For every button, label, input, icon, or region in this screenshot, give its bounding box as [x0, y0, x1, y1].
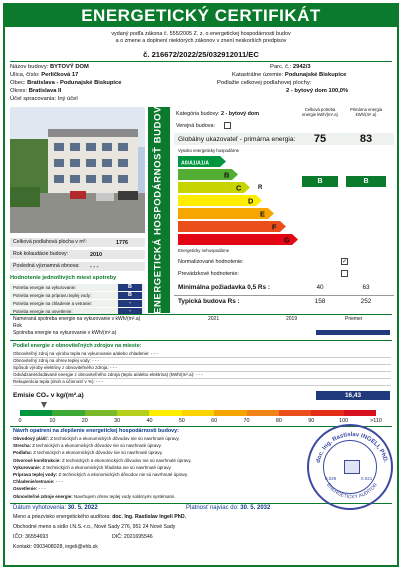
recommendation-row — [13, 494, 303, 499]
stamp-number-2: 0.021 — [361, 476, 373, 481]
ratings-list — [10, 284, 145, 314]
rating-label: Potreba energie na osvetlenie: — [13, 309, 73, 314]
recommendation-value: - - - — [55, 479, 63, 485]
public-building-checkbox — [224, 122, 231, 129]
measured-average: Priemer — [345, 316, 363, 322]
date-value: 30. 5. 2022 — [67, 505, 98, 511]
recommendation-row — [13, 436, 303, 441]
recommendation-value: Z technických a ekonomických dôvodov nie sú navrhnuté úpravy. — [50, 436, 180, 441]
recommendation-key: Obnoviteľné zdroje energie: — [13, 493, 73, 499]
measured-consumption-label: Spotreba energie na vykurovanie v kWh/(m².a) — [13, 330, 117, 336]
recommendation-row — [13, 486, 303, 491]
emissions-tick: 40 — [146, 418, 153, 424]
typical-building-label: Typická budova Rs : — [178, 298, 240, 305]
recommendation-key: Príprava teplej vody: — [13, 472, 58, 477]
certificate-title: ENERGETICKÝ CERTIFIKÁT — [5, 5, 397, 27]
typical-total: 158 — [314, 298, 326, 305]
recommendation-value: Z technických a ekonomických hľadiska nie sú navrhnuté úpravy. — [42, 464, 172, 470]
recommendation-key: Strecha: — [13, 443, 32, 449]
purpose: Iný účel — [57, 96, 78, 102]
class-total: B — [302, 176, 338, 187]
label: Obec: — [10, 80, 26, 86]
street: Perličková 17 — [41, 72, 79, 78]
validity-value: 30. 5. 2032 — [240, 505, 271, 511]
global-total: 75 — [313, 133, 327, 145]
emissions-scale-segment — [344, 410, 377, 416]
label: Katastrálne územie: — [232, 72, 284, 78]
recommendation-value: - - - — [38, 486, 46, 492]
stamp-emblem — [344, 460, 360, 474]
col-header-primary: Primárna energia kWh/(m².a) — [349, 107, 383, 117]
floor-share: 2 - bytový dom 100,0% — [286, 88, 349, 94]
emissions-tick: 70 — [243, 418, 250, 424]
recommendation-key: Osvetlenie: — [13, 486, 38, 492]
svg-text:G: G — [284, 235, 290, 245]
label: Ulica, číslo: — [10, 72, 40, 78]
rating-class: B — [118, 292, 142, 299]
recommendation-key: Chladenie/vetranie: — [13, 479, 55, 485]
emissions-scale-segment — [247, 410, 280, 416]
measured-year-2: 2019 — [286, 316, 298, 322]
floor-area-value: 1776 — [116, 240, 128, 246]
vertical-label: ENERGETICKÁ HOSPODÁRNOSŤ BUDOV — [152, 105, 164, 315]
renewable-list — [13, 351, 391, 387]
recommendations-list — [13, 436, 303, 502]
measured-year-1: 2021 — [208, 316, 220, 322]
recommendation-row — [13, 472, 303, 477]
emissions-value: 16,43 — [345, 392, 361, 399]
renovation-label: Posledná významná obnova: — [13, 263, 80, 269]
recommendation-key: Obvodový plášť: — [13, 436, 49, 441]
divider — [10, 340, 392, 341]
svg-text:F: F — [272, 222, 277, 232]
energy-class-arrow — [178, 234, 298, 245]
energy-class-arrow — [178, 208, 274, 219]
rating-row — [10, 300, 145, 307]
rating-row — [10, 284, 145, 291]
emissions-tick: 10 — [49, 418, 56, 424]
energy-class-arrow — [178, 156, 226, 167]
emissions-scale-segment — [85, 410, 118, 416]
building-photo — [10, 107, 145, 233]
floor-area-label: Celková podlahová plocha v m²: — [13, 239, 87, 245]
scale-bottom-label: Energeticky nehospodárne — [178, 248, 230, 253]
emissions-scale-segment — [279, 410, 312, 416]
renewable-title: Podiel energie z obnoviteľných zdrojov na mieste: — [13, 343, 142, 349]
emissions-scale-segment — [52, 410, 85, 416]
min-requirement-label: Minimálna požiadavka 0,5 Rs : — [178, 284, 270, 291]
recommendation-row — [13, 443, 303, 448]
year-label: Rok kolaudácie budovy: — [13, 251, 69, 257]
ratings-title: Hodnotenie jednotlivých miest spotreby — [10, 275, 117, 281]
label: Účel spracovania: — [10, 96, 57, 102]
global-indicator-label: Globálny ukazovateľ - primárna energia: — [178, 136, 296, 143]
emissions-pointer — [41, 402, 47, 408]
emissions-tick: 20 — [81, 418, 88, 424]
building-name: BYTOVÝ DOM — [49, 64, 89, 70]
dic: DIČ: 2021695546 — [112, 534, 153, 540]
law-line-2: a o zmene a doplnení niektorých zákonov v znení neskorších predpisov — [115, 38, 287, 44]
divider — [10, 314, 392, 315]
emissions-tick: 50 — [178, 418, 185, 424]
svg-text:E: E — [260, 209, 265, 219]
recommendation-value: Z technických a ekonomických dôvodov nie sú navrhnuté úpravy. — [58, 472, 189, 477]
rating-class: - — [118, 308, 142, 315]
recommendation-value: Z technických a ekonomických dôvodov nie sú navrhnuté úpravy. — [62, 457, 192, 463]
col-header-total: Celková potreba energie kWh/(m².a) — [302, 107, 338, 117]
validity-label: Platnosť najviac do: — [186, 505, 239, 511]
building-info — [10, 64, 392, 104]
energy-class-arrow — [178, 221, 286, 232]
rating-class: B — [118, 284, 142, 291]
emissions-scale-segment — [117, 410, 150, 416]
recommendation-key: Otvorové konštrukcie: — [13, 457, 61, 463]
rating-label: Potreba energie na chladenie a vetranie: — [13, 301, 93, 306]
min-primary: 63 — [362, 284, 370, 291]
emissions-tick: 100 — [339, 418, 349, 424]
divider — [174, 295, 394, 296]
rating-row — [10, 292, 145, 299]
recommendation-row — [13, 450, 303, 455]
label: Parc. č.: — [270, 64, 292, 70]
recommendation-row — [13, 465, 303, 470]
city: Bratislava - Podunajské Biskupice — [27, 80, 122, 86]
cadastral-area: Podunajské Biskupice — [284, 72, 347, 78]
operational-label: Prevádzkové hodnotenie: — [178, 271, 239, 277]
emissions-scale-segment — [149, 410, 182, 416]
rating-label: Potreba energie na prípravu teplej vody: — [13, 293, 92, 298]
auditor-name: doc. Ing. Rastislav Ingeli PhD. — [112, 514, 187, 520]
renewable-row: Spôsob výroby elektriny z obnoviteľného zdroja: - - - — [13, 365, 391, 372]
emissions-tick: 60 — [211, 418, 218, 424]
emissions-scale-segment — [311, 410, 344, 416]
emissions-tick: 0 — [18, 418, 22, 424]
emissions-scale-segment — [182, 410, 215, 416]
recommendation-row — [13, 458, 303, 463]
global-primary: 83 — [359, 133, 373, 145]
ico: IČO: 36554693 — [13, 534, 49, 540]
parcel-number: 2942/3 — [292, 64, 311, 70]
measured-year-label: Rok — [13, 323, 22, 329]
svg-text:doc. Ing. Rastislav INGELI, Ph: doc. Ing. Rastislav INGELI, PhD. — [315, 431, 389, 464]
recommendation-value: Z technických a ekonomických dôvodov nie sú navrhnuté úpravy. — [33, 450, 163, 456]
contact: Kontakt: 0903408028, ingeli@ehb.sk — [13, 544, 98, 550]
category-label: Kategória budovy: — [176, 111, 220, 117]
label: Okres: — [10, 88, 28, 94]
public-building-label: Verejná budova: — [176, 123, 215, 129]
auditor-stamp — [307, 424, 393, 510]
divider — [10, 61, 392, 62]
renovation-value: - - - — [90, 264, 99, 270]
class-primary: B — [346, 176, 386, 187]
recommendation-key: Podlaha: — [13, 450, 33, 456]
renewable-row: Odvádzané/dodávané energie z obnoviteľného zdroja (teplo a/alebo elektrina) (kWh/(m².a): - - - — [13, 372, 391, 379]
recommendation-row — [13, 479, 303, 484]
reference-marker: R — [258, 185, 263, 191]
emissions-tick: >110 — [370, 418, 382, 424]
scale-top-label: Vysoko energeticky hospodárne — [178, 148, 239, 153]
emissions-tick: 80 — [275, 418, 282, 424]
emissions-tick: 30 — [114, 418, 121, 424]
svg-text:C: C — [236, 183, 242, 193]
date-label: Dátum vyhotovenia: — [13, 505, 67, 511]
min-total: 40 — [316, 284, 324, 291]
normalized-checkbox: ✓ — [342, 259, 348, 265]
label: Podlažie celkovej podlahovej plochy: — [217, 80, 312, 86]
svg-text:D: D — [248, 196, 254, 206]
emissions-label: Emisie CO₂ v kg/(m².a) — [13, 392, 84, 399]
measured-bar — [316, 330, 390, 335]
renewable-row: Obnoviteľný zdroj na výrobu tepla na vykurovanie a/alebo chladenie: - - - — [13, 351, 391, 358]
measured-title: Nameraná spotreba energie na vykurovanie v kWh/(m².a) — [13, 316, 141, 322]
energy-class-arrow — [178, 169, 238, 180]
year-value: 2010 — [90, 252, 102, 258]
certificate-number: č. 216672/2022/25/032912011/EC — [143, 50, 259, 59]
vertical-band — [148, 107, 170, 313]
renewable-row: Obnoviteľný zdroj na ohrev teplej vody: - - - — [13, 358, 391, 365]
recommendations-title: Návrh opatrení na zlepšenie energetickej hospodárnosti budovy: — [13, 428, 179, 434]
recommendation-value: Z technických a ekonomických dôvodov nie sú navrhnuté úpravy. — [32, 443, 162, 449]
rating-class: - — [118, 300, 142, 307]
law-line-1: vydaný podľa zákona č. 555/2005 Z. z. o energetickej hospodárnosti budov — [111, 31, 291, 37]
operational-checkbox — [341, 270, 348, 277]
svg-text:B: B — [224, 170, 230, 180]
emissions-scale-segment — [214, 410, 247, 416]
normalized-label: Normalizované hodnotenie: — [178, 259, 244, 265]
energy-class-scale — [178, 156, 298, 248]
company: Obchodné meno a sídlo I.N.S.-r.o., Nové Sady 276, 951 24 Nové Sady — [13, 524, 176, 530]
typical-primary: 252 — [360, 298, 372, 305]
energy-class-arrow — [178, 182, 250, 193]
emissions-tick: 90 — [308, 418, 315, 424]
svg-text:A0/A1/A1/A: A0/A1/A1/A — [181, 160, 209, 167]
recommendation-value: Navrhujem ohrev teplej vody solárnymi systémami. — [74, 493, 176, 499]
svg-text:ENERGETICKÝ AUDÍTOR: ENERGETICKÝ AUDÍTOR — [325, 482, 379, 501]
rating-label: Potreba energie na vykurovanie: — [13, 285, 77, 290]
label: Názov budovy: — [10, 64, 49, 70]
recommendation-key: Vykurovanie: — [13, 464, 42, 470]
stamp-number-1: 0.029 — [325, 476, 337, 481]
category-value: 2 - bytový dom — [220, 111, 260, 117]
energy-class-arrow — [178, 195, 262, 206]
renewable-row: Rekuperácia tepla (druh a účinnosť v %): - - - — [13, 379, 391, 386]
auditor-label: Meno a priezvisko energetického audítora: — [13, 514, 111, 520]
emissions-scale-segment — [20, 410, 53, 416]
district: Bratislava II — [28, 88, 62, 94]
